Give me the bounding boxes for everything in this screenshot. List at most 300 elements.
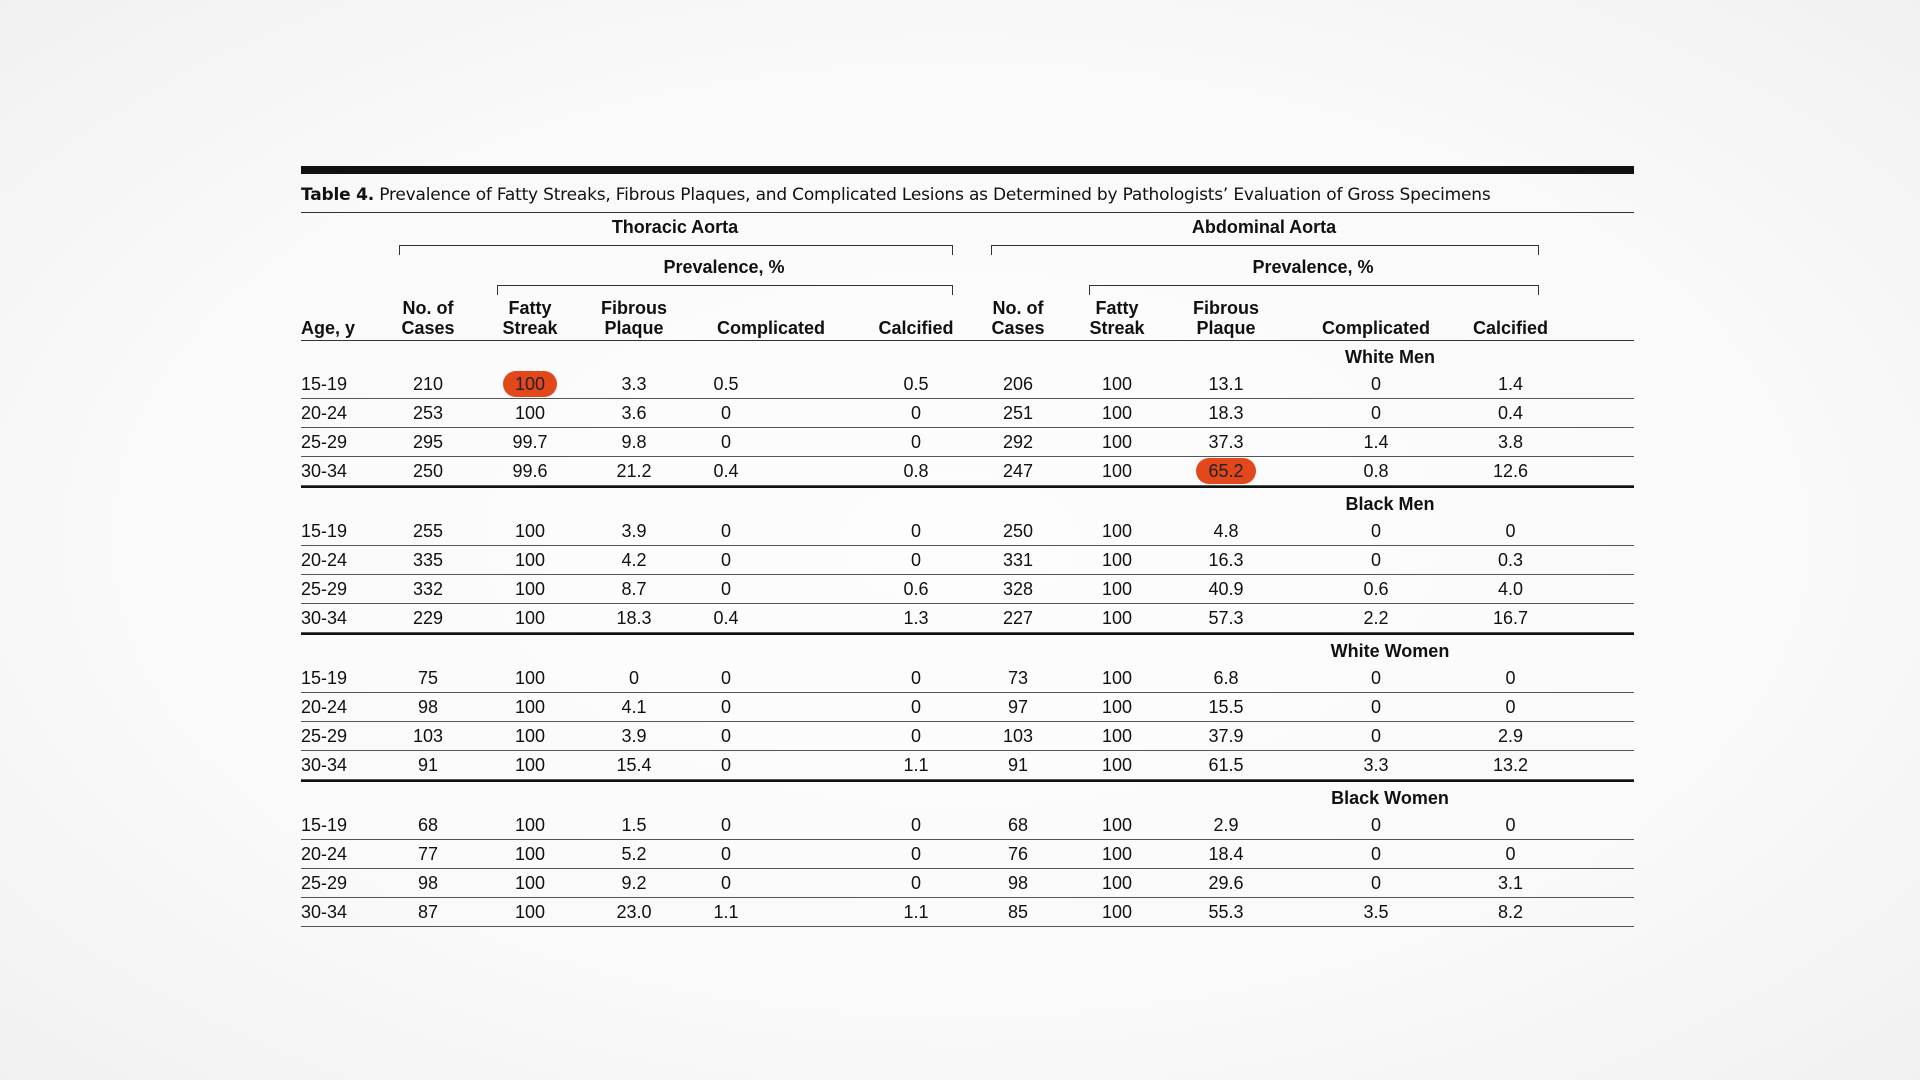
caption-text: Prevalence of Fatty Streaks, Fibrous Plaques, and Complicated Lesions as Determined by Pathologists’ Evaluation of Gross Specimens: [379, 185, 1491, 205]
cell-abdominal-complicated: [1301, 755, 1451, 775]
cell-abdominal-complicated: [1301, 697, 1451, 717]
cell-value: 0: [1370, 668, 1381, 688]
cell-value: 100: [1101, 755, 1133, 775]
table-row: [301, 546, 1634, 575]
cell-value: 20-24: [301, 844, 348, 864]
cell-value: 73: [1007, 668, 1029, 688]
cell-age: [301, 902, 361, 922]
cell-value: 4.2: [621, 550, 647, 570]
cell-value: 0: [910, 815, 921, 835]
cell-thoracic-cases: [383, 550, 473, 570]
cell-thoracic-cases: [383, 432, 473, 452]
cell-value: 99.7: [512, 432, 548, 452]
cell-value: 0: [910, 432, 921, 452]
cell-thoracic-complicated: [671, 550, 781, 570]
cell-value: 100: [1101, 374, 1133, 394]
cell-age: [301, 579, 361, 599]
cell-value: 40.9: [1208, 579, 1244, 599]
col-thoracic-fatty: Fatty Streak: [502, 298, 558, 338]
cell-thoracic-calcified: [861, 726, 971, 746]
cell-value: 91: [1007, 755, 1029, 775]
col-thoracic-calcified: Calcified: [878, 318, 954, 338]
cell-abdominal-calcified: [1453, 521, 1568, 541]
section-heading: [301, 341, 1634, 370]
cell-abdominal-cases: [973, 521, 1063, 541]
cell-thoracic-complicated: [671, 697, 781, 717]
thoracic-aorta-heading: Thoracic Aorta: [611, 217, 739, 237]
cell-thoracic-fatty: [485, 461, 575, 481]
cell-abdominal-fatty: [1072, 668, 1162, 688]
cell-value: 4.1: [621, 697, 647, 717]
cell-thoracic-calcified: [861, 668, 971, 688]
cell-value: 0: [1505, 521, 1516, 541]
cell-value: 210: [412, 374, 444, 394]
cell-thoracic-fatty: [485, 579, 575, 599]
cell-abdominal-fibrous: [1176, 403, 1276, 423]
cell-value: 0.8: [903, 461, 929, 481]
cell-value: 0: [720, 403, 731, 423]
cell-thoracic-fatty: [485, 873, 575, 893]
cell-thoracic-calcified: [861, 550, 971, 570]
cell-value: 8.7: [621, 579, 647, 599]
cell-abdominal-fatty: [1072, 902, 1162, 922]
cell-abdominal-cases: [973, 461, 1063, 481]
col-abdominal-calcified: Calcified: [1472, 318, 1549, 338]
cell-thoracic-fibrous: [589, 403, 679, 423]
cell-abdominal-cases: [973, 608, 1063, 628]
cell-abdominal-complicated: [1301, 461, 1451, 481]
cell-value: 6.8: [1213, 668, 1239, 688]
cell-abdominal-fatty: [1072, 755, 1162, 775]
cell-thoracic-fatty: [485, 815, 575, 835]
cell-abdominal-fibrous: [1176, 815, 1276, 835]
cell-value: 2.9: [1213, 815, 1239, 835]
cell-abdominal-calcified: [1453, 815, 1568, 835]
cell-age: [301, 550, 361, 570]
cell-value: 21.2: [616, 461, 652, 481]
cell-abdominal-cases: [973, 403, 1063, 423]
cell-value: 103: [1002, 726, 1034, 746]
cell-value: 4.8: [1213, 521, 1239, 541]
cell-value: 250: [412, 461, 444, 481]
cell-thoracic-fatty: [485, 726, 575, 746]
cell-value: 295: [412, 432, 444, 452]
table-row: [301, 840, 1634, 869]
cell-value: 0: [1370, 815, 1381, 835]
cell-value: 0: [910, 726, 921, 746]
cell-value: 15-19: [301, 521, 348, 541]
cell-age: [301, 432, 361, 452]
cell-age: [301, 668, 361, 688]
cell-value: 3.1: [1497, 873, 1524, 893]
cell-value: 100: [1101, 550, 1133, 570]
cell-abdominal-fatty: [1072, 815, 1162, 835]
section-heading: [301, 488, 1634, 517]
cell-value: 4.0: [1497, 579, 1524, 599]
cell-value: 91: [417, 755, 439, 775]
cell-value: 100: [514, 550, 546, 570]
cell-age: [301, 726, 361, 746]
cell-thoracic-fibrous: [589, 726, 679, 746]
cell-value: 0: [1370, 726, 1381, 746]
cell-value: 100: [514, 902, 546, 922]
cell-abdominal-cases: [973, 374, 1063, 394]
cell-value: 0: [720, 873, 731, 893]
cell-value: 100: [1101, 608, 1133, 628]
col-abdominal-cases: No. of Cases: [991, 298, 1045, 338]
cell-abdominal-complicated: [1301, 873, 1451, 893]
cell-thoracic-fibrous: [589, 844, 679, 864]
cell-value: 227: [1002, 608, 1034, 628]
cell-thoracic-complicated: [671, 844, 781, 864]
cell-value: 0: [910, 844, 921, 864]
cell-abdominal-calcified: [1453, 873, 1568, 893]
cell-abdominal-cases: [973, 668, 1063, 688]
section-black-men: [301, 488, 1634, 635]
cell-thoracic-fibrous: [589, 521, 679, 541]
cell-value: 1.1: [903, 755, 929, 775]
cell-abdominal-fatty: [1072, 461, 1162, 481]
section-heading: [301, 782, 1634, 811]
cell-abdominal-fibrous: [1176, 668, 1276, 688]
cell-value: 98: [1007, 873, 1029, 893]
cell-age: [301, 815, 361, 835]
cell-thoracic-calcified: [861, 374, 971, 394]
thoracic-bracket: [399, 245, 953, 255]
cell-thoracic-fatty: [485, 844, 575, 864]
cell-value: 0.8: [1363, 461, 1389, 481]
cell-abdominal-cases: [973, 873, 1063, 893]
col-abdominal-fatty: Fatty Streak: [1089, 298, 1145, 338]
cell-value: 100: [514, 579, 546, 599]
cell-abdominal-fatty: [1072, 432, 1162, 452]
cell-abdominal-fibrous: [1176, 873, 1276, 893]
cell-abdominal-fibrous: [1176, 432, 1276, 452]
cell-thoracic-fatty: [485, 403, 575, 423]
col-thoracic-fibrous: Fibrous Plaque: [601, 298, 667, 338]
col-age: Age, y: [301, 318, 356, 338]
table-row: [301, 693, 1634, 722]
cell-abdominal-cases: [973, 755, 1063, 775]
highlighted-value: 65.2: [1196, 458, 1255, 484]
cell-thoracic-cases: [383, 844, 473, 864]
cell-thoracic-complicated: [671, 432, 781, 452]
cell-thoracic-cases: [383, 755, 473, 775]
cell-value: 247: [1002, 461, 1034, 481]
cell-value: 0: [1505, 844, 1516, 864]
cell-value: 100: [514, 844, 546, 864]
cell-value: 30-34: [301, 608, 348, 628]
cell-thoracic-fatty: [485, 374, 575, 394]
cell-value: 76: [1007, 844, 1029, 864]
cell-value: 0: [1505, 697, 1516, 717]
cell-abdominal-complicated: [1301, 726, 1451, 746]
cell-value: 100: [1101, 461, 1133, 481]
cell-thoracic-calcified: [861, 815, 971, 835]
cell-abdominal-complicated: [1301, 844, 1451, 864]
cell-thoracic-complicated: [671, 902, 781, 922]
cell-value: 250: [1002, 521, 1034, 541]
cell-value: 100: [1101, 873, 1133, 893]
cell-thoracic-cases: [383, 608, 473, 628]
cell-age: [301, 873, 361, 893]
cell-thoracic-fibrous: [589, 461, 679, 481]
cell-value: 0: [1370, 697, 1381, 717]
cell-thoracic-fatty: [485, 668, 575, 688]
section-heading: [301, 635, 1634, 664]
cell-thoracic-cases: [383, 902, 473, 922]
cell-abdominal-complicated: [1301, 432, 1451, 452]
cell-thoracic-complicated: [671, 873, 781, 893]
cell-thoracic-cases: [383, 668, 473, 688]
cell-value: 15-19: [301, 374, 348, 394]
cell-value: 25-29: [301, 432, 348, 452]
cell-abdominal-calcified: [1453, 550, 1568, 570]
cell-value: 0: [628, 668, 639, 688]
cell-abdominal-calcified: [1453, 432, 1568, 452]
cell-abdominal-calcified: [1453, 608, 1568, 628]
table-row: [301, 898, 1634, 927]
cell-thoracic-fatty: [485, 755, 575, 775]
cell-thoracic-calcified: [861, 432, 971, 452]
table-row: [301, 869, 1634, 898]
cell-value: 15.4: [616, 755, 652, 775]
cell-abdominal-complicated: [1301, 521, 1451, 541]
cell-thoracic-cases: [383, 403, 473, 423]
cell-value: 1.4: [1363, 432, 1389, 452]
cell-value: 0.3: [1497, 550, 1524, 570]
cell-value: 0.6: [1363, 579, 1389, 599]
cell-value: 0: [720, 844, 731, 864]
cell-thoracic-cases: [383, 461, 473, 481]
cell-age: [301, 697, 361, 717]
cell-value: 87: [417, 902, 439, 922]
cell-value: 100: [514, 873, 546, 893]
cell-value: 292: [1002, 432, 1034, 452]
cell-thoracic-fatty: [485, 902, 575, 922]
cell-value: 1.4: [1497, 374, 1524, 394]
cell-abdominal-fibrous: [1176, 755, 1276, 775]
cell-abdominal-fatty: [1072, 403, 1162, 423]
table-row: [301, 428, 1634, 457]
cell-thoracic-calcified: [861, 461, 971, 481]
cell-value: 100: [1101, 902, 1133, 922]
cell-value: 3.6: [621, 403, 647, 423]
cell-thoracic-fibrous: [589, 873, 679, 893]
cell-value: 77: [417, 844, 439, 864]
cell-value: 0: [910, 403, 921, 423]
cell-value: 0.6: [903, 579, 929, 599]
table-row: [301, 457, 1634, 486]
abdominal-prevalence-heading: Prevalence, %: [1252, 257, 1374, 277]
cell-thoracic-calcified: [861, 521, 971, 541]
cell-value: 20-24: [301, 403, 348, 423]
cell-thoracic-complicated: [671, 815, 781, 835]
cell-value: 0: [910, 550, 921, 570]
cell-value: 1.5: [621, 815, 647, 835]
cell-value: 0.4: [713, 461, 739, 481]
thoracic-prevalence-bracket: [497, 285, 953, 295]
cell-thoracic-fatty: [485, 697, 575, 717]
cell-value: 15-19: [301, 815, 348, 835]
highlighted-value: 100: [503, 371, 557, 397]
cell-value: 251: [1002, 403, 1034, 423]
cell-value: 100: [514, 668, 546, 688]
cell-thoracic-complicated: [671, 403, 781, 423]
abdominal-prevalence-bracket: [1089, 285, 1539, 295]
cell-value: 100: [514, 697, 546, 717]
abdominal-bracket: [991, 245, 1539, 255]
cell-abdominal-complicated: [1301, 668, 1451, 688]
cell-thoracic-fibrous: [589, 579, 679, 599]
cell-thoracic-fatty: [485, 521, 575, 541]
cell-thoracic-complicated: [671, 608, 781, 628]
cell-value: 68: [1007, 815, 1029, 835]
cell-value: 0: [720, 521, 731, 541]
cell-value: 8.2: [1497, 902, 1524, 922]
cell-abdominal-cases: [973, 432, 1063, 452]
cell-thoracic-complicated: [671, 461, 781, 481]
section-heading-label: White Women: [1330, 641, 1450, 661]
table-row: [301, 370, 1634, 399]
cell-value: 100: [1101, 432, 1133, 452]
cell-thoracic-calcified: [861, 608, 971, 628]
table-body: [301, 341, 1634, 927]
cell-value: 100: [514, 521, 546, 541]
table-row: [301, 604, 1634, 633]
cell-value: 0: [1370, 403, 1381, 423]
cell-value: 0: [1370, 550, 1381, 570]
cell-value: 2.9: [1497, 726, 1524, 746]
cell-thoracic-fibrous: [589, 755, 679, 775]
cell-abdominal-calcified: [1453, 579, 1568, 599]
cell-value: 1.1: [713, 902, 739, 922]
cell-value: 100: [1101, 844, 1133, 864]
cell-abdominal-complicated: [1301, 815, 1451, 835]
cell-value: 3.5: [1363, 902, 1389, 922]
cell-value: 100: [514, 403, 546, 423]
cell-value: 2.2: [1363, 608, 1389, 628]
cell-abdominal-fibrous: [1176, 902, 1276, 922]
cell-abdominal-fibrous: [1176, 844, 1276, 864]
cell-abdominal-cases: [973, 550, 1063, 570]
cell-abdominal-cases: [973, 726, 1063, 746]
cell-thoracic-cases: [383, 697, 473, 717]
cell-thoracic-fatty: [485, 550, 575, 570]
cell-value: 0.4: [1497, 403, 1524, 423]
cell-thoracic-cases: [383, 815, 473, 835]
cell-thoracic-fibrous: [589, 608, 679, 628]
cell-age: [301, 461, 361, 481]
cell-value: 100: [1101, 403, 1133, 423]
cell-value: 68: [417, 815, 439, 835]
cell-abdominal-calcified: [1453, 668, 1568, 688]
cell-value: 0: [1505, 815, 1516, 835]
cell-thoracic-cases: [383, 726, 473, 746]
cell-value: 13.1: [1208, 374, 1244, 394]
cell-value: 255: [412, 521, 444, 541]
cell-thoracic-fibrous: [589, 697, 679, 717]
cell-thoracic-fatty: [485, 432, 575, 452]
cell-age: [301, 403, 361, 423]
col-thoracic-cases: No. of Cases: [401, 298, 455, 338]
cell-thoracic-complicated: [671, 374, 781, 394]
cell-value: 0.4: [713, 608, 739, 628]
cell-abdominal-fibrous: [1176, 461, 1276, 481]
cell-abdominal-calcified: [1453, 461, 1568, 481]
cell-value: 25-29: [301, 579, 348, 599]
cell-value: 30-34: [301, 461, 348, 481]
cell-value: 30-34: [301, 902, 348, 922]
cell-value: 332: [412, 579, 444, 599]
cell-value: 16.7: [1492, 608, 1529, 628]
cell-value: 335: [412, 550, 444, 570]
cell-value: 55.3: [1208, 902, 1244, 922]
cell-thoracic-complicated: [671, 726, 781, 746]
cell-value: 100: [1101, 579, 1133, 599]
cell-thoracic-fibrous: [589, 668, 679, 688]
section-heading-label: White Men: [1345, 347, 1435, 367]
thoracic-prevalence-heading: Prevalence, %: [663, 257, 785, 277]
cell-abdominal-calcified: [1453, 697, 1568, 717]
table-header: [301, 213, 1634, 341]
table-row: [301, 751, 1634, 780]
cell-value: 0: [720, 668, 731, 688]
cell-value: 100: [1101, 726, 1133, 746]
cell-value: 15-19: [301, 668, 348, 688]
cell-thoracic-cases: [383, 374, 473, 394]
cell-thoracic-calcified: [861, 403, 971, 423]
cell-value: 98: [417, 697, 439, 717]
cell-value: 0.5: [713, 374, 739, 394]
cell-value: 18.3: [1208, 403, 1244, 423]
cell-abdominal-cases: [973, 697, 1063, 717]
cell-value: 30-34: [301, 755, 348, 775]
cell-abdominal-calcified: [1453, 403, 1568, 423]
cell-abdominal-fatty: [1072, 579, 1162, 599]
cell-value: 3.3: [1363, 755, 1389, 775]
cell-value: 0: [720, 550, 731, 570]
cell-thoracic-calcified: [861, 902, 971, 922]
cell-thoracic-cases: [383, 873, 473, 893]
cell-abdominal-cases: [973, 844, 1063, 864]
cell-value: 20-24: [301, 550, 348, 570]
section-white-women: [301, 635, 1634, 782]
cell-value: 3.8: [1497, 432, 1524, 452]
cell-abdominal-calcified: [1453, 844, 1568, 864]
cell-value: 13.2: [1492, 755, 1529, 775]
cell-value: 3.9: [621, 726, 647, 746]
cell-value: 328: [1002, 579, 1034, 599]
cell-value: 37.3: [1208, 432, 1244, 452]
cell-abdominal-fatty: [1072, 608, 1162, 628]
cell-value: 3.3: [621, 374, 647, 394]
cell-thoracic-fibrous: [589, 374, 679, 394]
cell-value: 331: [1002, 550, 1034, 570]
cell-value: 0: [720, 579, 731, 599]
cell-thoracic-fibrous: [589, 550, 679, 570]
cell-value: 3.9: [621, 521, 647, 541]
cell-abdominal-complicated: [1301, 579, 1451, 599]
cell-value: 206: [1002, 374, 1034, 394]
cell-abdominal-cases: [973, 815, 1063, 835]
cell-value: 37.9: [1208, 726, 1244, 746]
cell-value: 97: [1007, 697, 1029, 717]
cell-value: 0: [1370, 521, 1381, 541]
cell-age: [301, 844, 361, 864]
cell-abdominal-complicated: [1301, 550, 1451, 570]
cell-value: 20-24: [301, 697, 348, 717]
